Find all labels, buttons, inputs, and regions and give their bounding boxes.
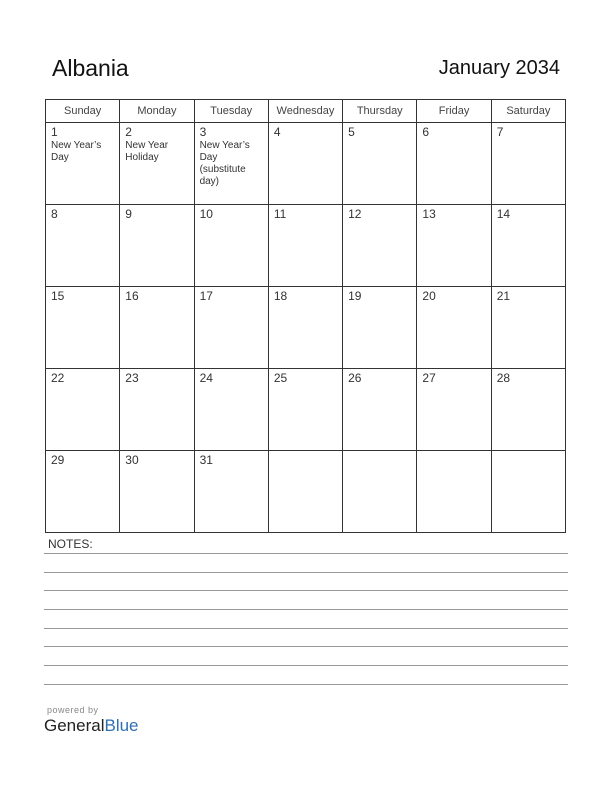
day-cell[interactable] [194, 451, 268, 533]
powered-by-text: powered by [47, 705, 99, 715]
weekday-header-row [46, 100, 566, 123]
day-cell[interactable] [46, 287, 120, 369]
day-cell[interactable] [491, 205, 565, 287]
day-cell[interactable] [194, 205, 268, 287]
day-number: 21 [496, 289, 511, 303]
country-title: Albania [52, 55, 129, 81]
weekday-tuesday: Tuesday [194, 100, 268, 123]
note-line [44, 553, 568, 554]
day-cell[interactable] [343, 451, 417, 533]
day-cell[interactable] [194, 123, 268, 205]
day-cell[interactable] [417, 287, 491, 369]
day-number: 7 [496, 125, 504, 139]
week-row [46, 369, 566, 451]
day-number: 26 [348, 371, 362, 385]
brand-general-text: General [44, 716, 105, 735]
day-number: 27 [422, 371, 436, 385]
day-number: 3 [199, 125, 207, 139]
day-number: 30 [125, 453, 139, 467]
day-number: 19 [348, 289, 362, 303]
holiday-label: New Year’s Day (substitute day) [199, 140, 250, 187]
day-number: 11 [273, 207, 287, 221]
day-number: 24 [199, 371, 213, 385]
day-cell[interactable] [46, 451, 120, 533]
day-cell[interactable] [268, 451, 342, 533]
day-number: 31 [199, 453, 213, 467]
day-cell[interactable] [46, 205, 120, 287]
day-number: 15 [51, 289, 65, 303]
day-number: 23 [125, 371, 139, 385]
day-cell[interactable] [417, 205, 491, 287]
day-number: 12 [348, 207, 362, 221]
day-number: 18 [273, 289, 288, 303]
day-number: 16 [125, 289, 139, 303]
day-cell[interactable] [491, 451, 565, 533]
day-number: 29 [51, 453, 65, 467]
day-number: 28 [496, 371, 511, 385]
day-cell[interactable] [194, 287, 268, 369]
weekday-saturday: Saturday [491, 100, 565, 123]
day-cell[interactable] [491, 287, 565, 369]
day-cell[interactable] [417, 123, 491, 205]
brand-logo[interactable] [44, 716, 139, 736]
day-cell[interactable] [343, 205, 417, 287]
day-cell[interactable] [46, 123, 120, 205]
day-number: 5 [348, 125, 355, 139]
week-row [46, 205, 566, 287]
day-number: 9 [125, 207, 132, 221]
week-row [46, 123, 566, 205]
day-number: 13 [422, 207, 436, 221]
day-cell[interactable] [268, 123, 342, 205]
day-number: 1 [51, 125, 58, 139]
day-cell[interactable] [268, 287, 342, 369]
weekday-thursday: Thursday [343, 100, 417, 123]
day-number: 17 [199, 289, 213, 303]
note-line [44, 646, 568, 647]
weekday-sunday: Sunday [46, 100, 120, 123]
month-title: January 2034 [438, 57, 560, 79]
holiday-label: New Year Holiday [125, 140, 169, 163]
day-cell[interactable] [120, 451, 194, 533]
weekday-monday: Monday [120, 100, 194, 123]
note-line [44, 590, 568, 591]
day-number: 14 [496, 207, 511, 221]
day-cell[interactable] [417, 369, 491, 451]
day-cell[interactable] [491, 369, 565, 451]
day-number: 25 [273, 371, 288, 385]
week-row [46, 287, 566, 369]
calendar-grid [45, 99, 566, 533]
week-row [46, 451, 566, 533]
weekday-wednesday: Wednesday [268, 100, 342, 123]
day-cell[interactable] [268, 369, 342, 451]
day-cell[interactable] [46, 369, 120, 451]
day-number: 4 [273, 125, 281, 139]
day-cell[interactable] [343, 369, 417, 451]
note-line [44, 609, 568, 610]
brand-blue-text: Blue [104, 716, 139, 735]
day-cell[interactable] [343, 123, 417, 205]
day-number: 2 [125, 125, 132, 139]
holiday-label: New Year’s Day [51, 140, 102, 163]
day-number: 10 [199, 207, 213, 221]
weekday-friday: Friday [417, 100, 491, 123]
day-cell[interactable] [120, 369, 194, 451]
day-cell[interactable] [491, 123, 565, 205]
day-number: 6 [422, 125, 430, 139]
day-number: 20 [422, 289, 436, 303]
day-cell[interactable] [417, 451, 491, 533]
day-cell[interactable] [120, 205, 194, 287]
day-cell[interactable] [120, 287, 194, 369]
note-line [44, 628, 568, 629]
note-line [44, 665, 568, 666]
day-number: 22 [51, 371, 65, 385]
day-cell[interactable] [194, 369, 268, 451]
notes-label: NOTES: [48, 537, 93, 551]
day-cell[interactable] [268, 205, 342, 287]
day-cell[interactable] [120, 123, 194, 205]
day-cell[interactable] [343, 287, 417, 369]
note-line [44, 572, 568, 573]
note-line [44, 684, 568, 685]
day-number: 8 [51, 207, 58, 221]
